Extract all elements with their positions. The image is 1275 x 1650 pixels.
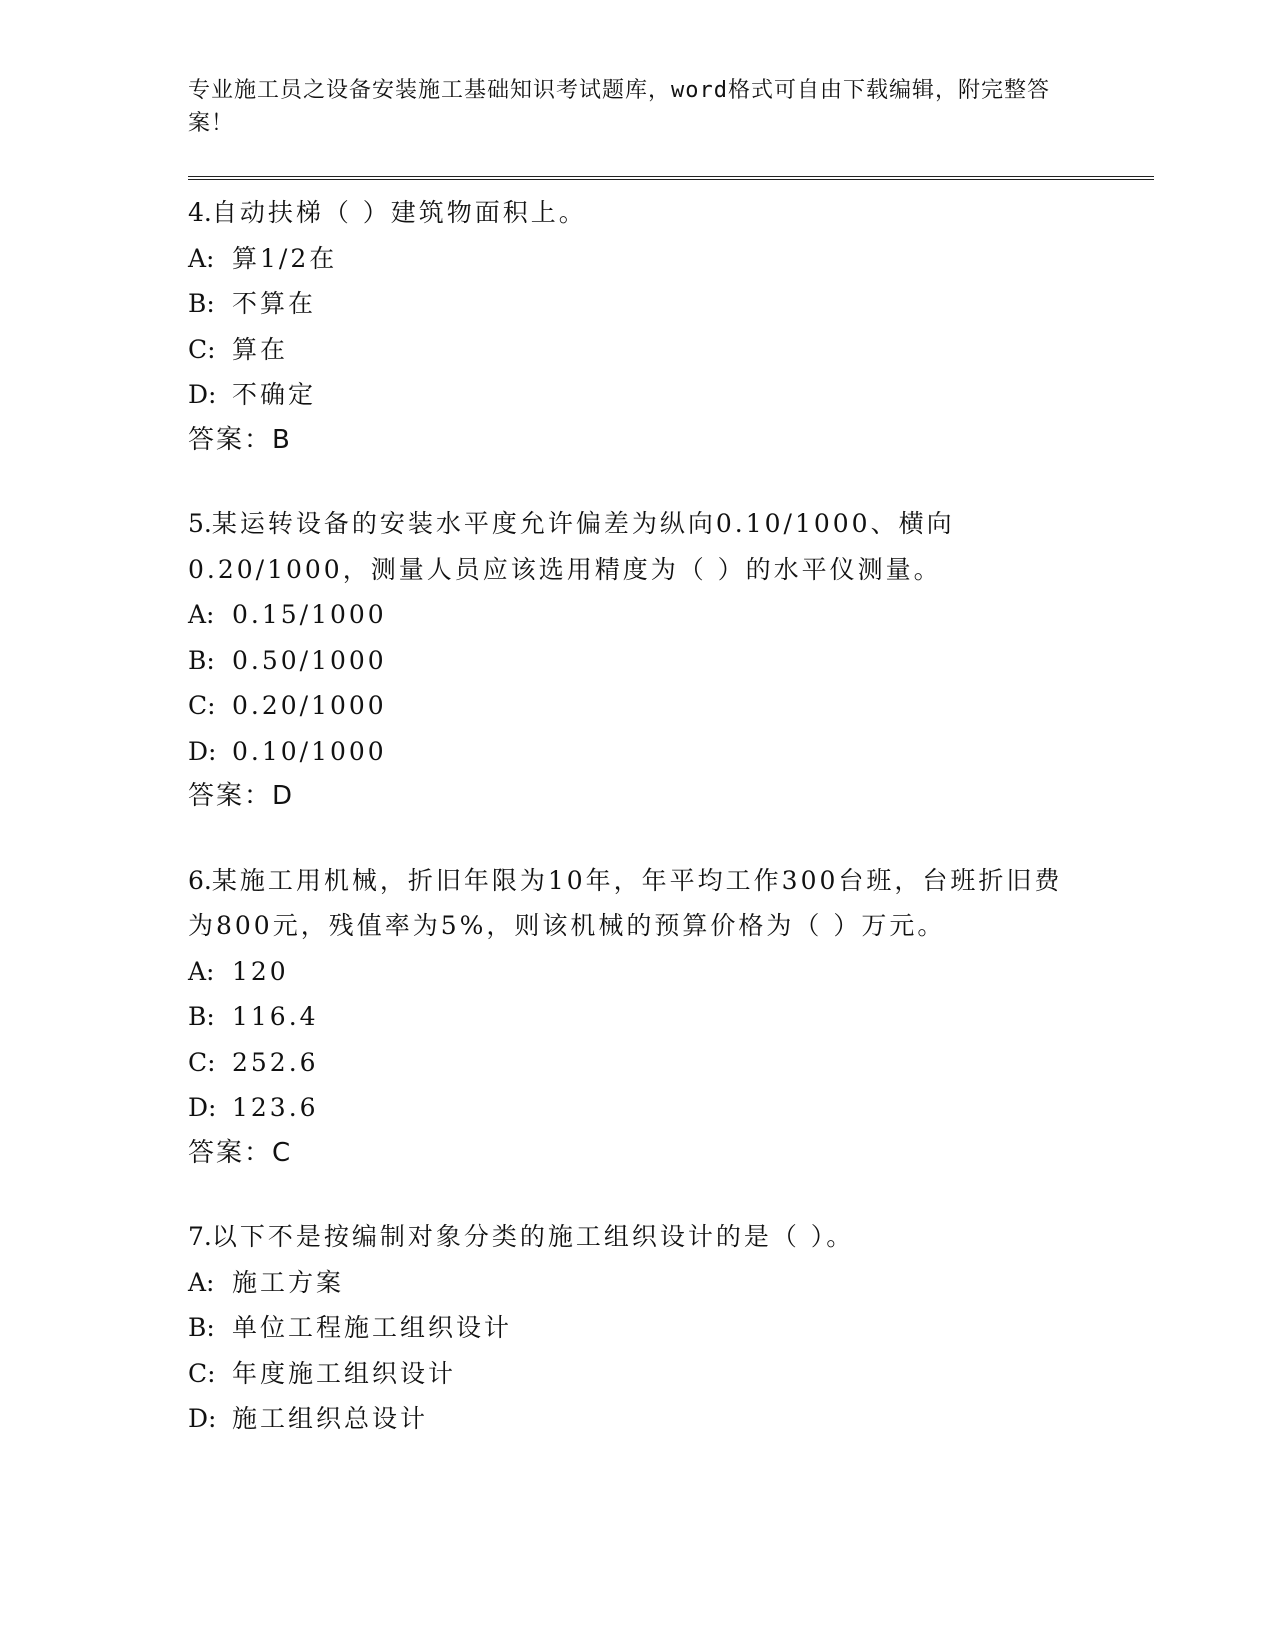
option-c xyxy=(188,1351,1148,1397)
option-text: 施工组织总设计 xyxy=(232,1404,429,1433)
option-a xyxy=(188,236,1148,282)
answer-value: B xyxy=(272,424,292,455)
question-stem: 某运转设备的安装水平度允许偏差为纵向0.10/1000、横向0.20/1000，测量人员应该选用精度为（ ）的水平仪测量。 xyxy=(188,509,955,584)
option-letter: C: xyxy=(188,334,216,364)
answer-line xyxy=(188,418,1148,464)
option-letter: D: xyxy=(188,380,217,409)
option-text: 0.50/1000 xyxy=(232,645,387,675)
document-header: 专业施工员之设备安装施工基础知识考试题库，word格式可自由下载编辑，附完整答案！ xyxy=(188,78,1050,136)
option-a xyxy=(188,1260,1148,1306)
option-b xyxy=(188,638,1148,684)
option-b xyxy=(188,281,1148,327)
question-number: 6. xyxy=(188,865,212,895)
option-letter: C: xyxy=(188,1358,216,1388)
option-letter: B: xyxy=(188,645,215,675)
option-a xyxy=(188,949,1148,995)
question-5 xyxy=(188,501,1148,820)
question-text xyxy=(188,1214,1068,1260)
option-letter: A: xyxy=(188,243,215,273)
option-letter: B: xyxy=(188,1313,215,1342)
option-letter: D: xyxy=(188,1093,217,1122)
question-stem: 以下不是按编制对象分类的施工组织设计的是（ ）。 xyxy=(211,1222,855,1251)
option-d xyxy=(188,1085,1148,1131)
question-text xyxy=(188,858,1068,949)
option-d xyxy=(188,1396,1148,1442)
question-stem: 自动扶梯（ ）建筑物面积上。 xyxy=(211,198,587,227)
answer-label: 答案： xyxy=(188,1137,273,1168)
question-6 xyxy=(188,858,1148,1177)
option-letter: A: xyxy=(188,1267,215,1297)
option-text: 施工方案 xyxy=(232,1267,345,1297)
question-4 xyxy=(188,190,1148,463)
option-d xyxy=(188,729,1148,775)
option-c xyxy=(188,327,1148,373)
option-d xyxy=(188,372,1148,418)
answer-value: D xyxy=(272,781,295,811)
option-c xyxy=(188,683,1148,729)
option-text: 单位工程施工组织设计 xyxy=(232,1313,513,1342)
option-text: 算1/2在 xyxy=(232,243,338,273)
option-text: 123.6 xyxy=(232,1093,319,1122)
answer-line xyxy=(188,1131,1148,1177)
option-text: 年度施工组织设计 xyxy=(232,1358,457,1388)
option-letter: C: xyxy=(188,1047,216,1077)
question-stem: 某施工用机械，折旧年限为10年，年平均工作300台班，台班折旧费为800元，残值率为5%，则该机械的预算价格为（ ）万元。 xyxy=(188,865,1063,940)
option-a xyxy=(188,592,1148,638)
option-text: 120 xyxy=(232,956,289,986)
question-number: 5. xyxy=(188,509,212,538)
option-text: 0.20/1000 xyxy=(232,691,387,720)
option-b xyxy=(188,1305,1148,1351)
answer-line xyxy=(188,774,1148,820)
option-text: 116.4 xyxy=(232,1002,319,1031)
option-letter: D: xyxy=(188,1404,217,1433)
option-text: 不确定 xyxy=(232,380,317,409)
option-text: 0.10/1000 xyxy=(232,736,387,766)
question-number: 4. xyxy=(188,198,212,227)
option-text: 252.6 xyxy=(232,1047,319,1077)
answer-value: C xyxy=(272,1137,293,1168)
option-c xyxy=(188,1040,1148,1086)
option-letter: A: xyxy=(188,956,215,986)
answer-label: 答案： xyxy=(188,424,273,455)
option-text: 不算在 xyxy=(232,289,317,318)
question-number: 7. xyxy=(188,1222,212,1251)
question-text xyxy=(188,190,1068,236)
option-letter: B: xyxy=(188,289,215,318)
option-letter: C: xyxy=(188,691,216,720)
question-text xyxy=(188,501,1068,592)
answer-label: 答案： xyxy=(188,781,273,811)
question-list xyxy=(188,190,1148,1480)
option-letter: B: xyxy=(188,1002,215,1031)
question-7 xyxy=(188,1214,1148,1442)
option-text: 0.15/1000 xyxy=(232,600,387,629)
document-page xyxy=(188,0,1148,1650)
option-b xyxy=(188,994,1148,1040)
option-letter: D: xyxy=(188,736,217,766)
option-letter: A: xyxy=(188,600,215,629)
option-text: 算在 xyxy=(232,334,289,364)
header-divider xyxy=(188,176,1154,180)
